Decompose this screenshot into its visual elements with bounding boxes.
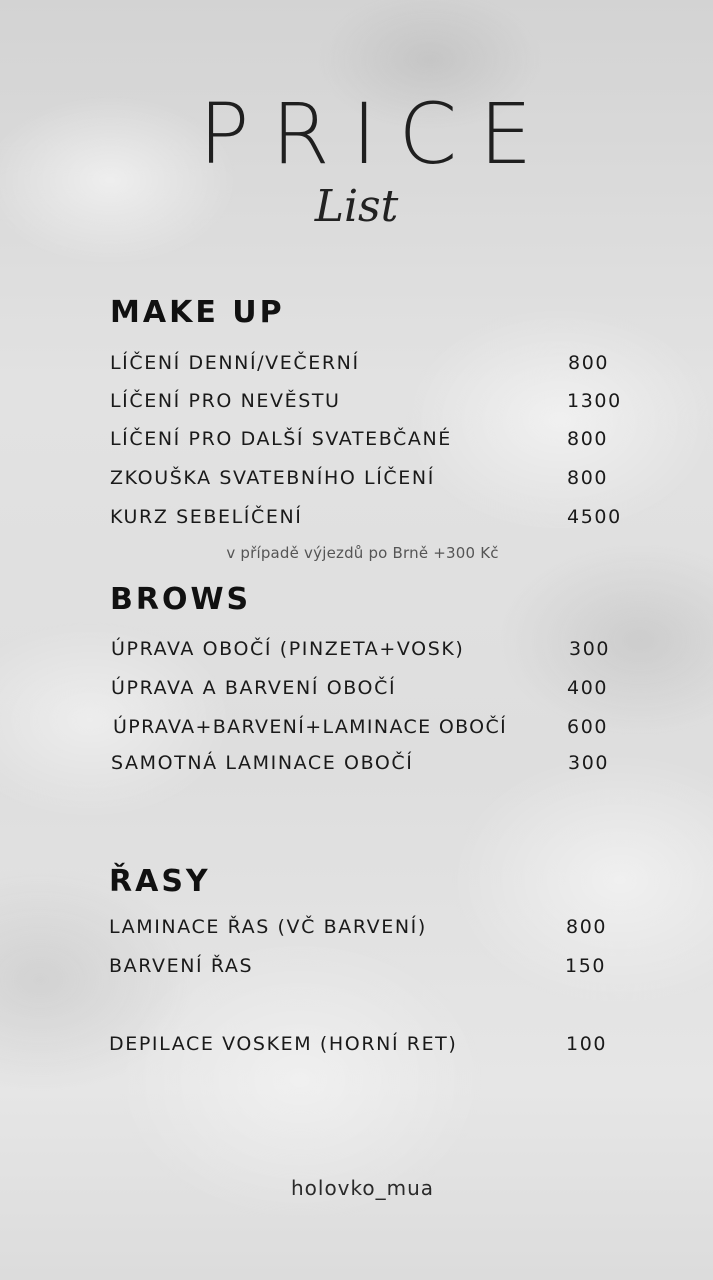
service-price: 1300: [567, 390, 622, 412]
service-price: 4500: [567, 506, 622, 528]
service-name: LÍČENÍ DENNÍ/VEČERNÍ: [110, 352, 360, 374]
section-heading-makeup: MAKE UP: [110, 295, 285, 330]
service-name: SAMOTNÁ LAMINACE OBOČÍ: [111, 752, 414, 774]
service-name: LÍČENÍ PRO NEVĚSTU: [110, 390, 341, 412]
service-name: ÚPRAVA+BARVENÍ+LAMINACE OBOČÍ: [113, 716, 508, 738]
service-price: 100: [566, 1033, 608, 1055]
service-name: LÍČENÍ PRO DALŠÍ SVATEBČANÉ: [110, 428, 452, 450]
service-price: 300: [568, 752, 610, 774]
service-price: 300: [569, 638, 611, 660]
service-price: 400: [567, 677, 609, 699]
service-price: 150: [565, 955, 607, 977]
service-price: 800: [567, 428, 609, 450]
service-price: 600: [567, 716, 609, 738]
service-price: 800: [566, 916, 608, 938]
price-list-subtitle: List: [314, 181, 399, 232]
travel-note: v případě výjezdů po Brně +300 Kč: [226, 544, 499, 562]
service-price: 800: [567, 467, 609, 489]
service-name: ÚPRAVA OBOČÍ (PINZETA+VOSK): [111, 638, 465, 660]
service-name: ZKOUŠKA SVATEBNÍHO LÍČENÍ: [110, 467, 435, 489]
service-name: ÚPRAVA A BARVENÍ OBOČÍ: [111, 677, 397, 699]
service-price: 800: [568, 352, 610, 374]
price-list-title: PRICE: [198, 85, 555, 183]
section-heading-brows: BROWS: [110, 582, 252, 617]
section-heading-lashes: ŘASY: [109, 864, 211, 899]
service-name: BARVENÍ ŘAS: [109, 955, 254, 977]
service-name: KURZ SEBELÍČENÍ: [110, 506, 303, 528]
service-name: LAMINACE ŘAS (VČ BARVENÍ): [109, 916, 427, 938]
service-name: DEPILACE VOSKEM (HORNÍ RET): [109, 1033, 458, 1055]
instagram-handle: holovko_mua: [290, 1176, 435, 1200]
